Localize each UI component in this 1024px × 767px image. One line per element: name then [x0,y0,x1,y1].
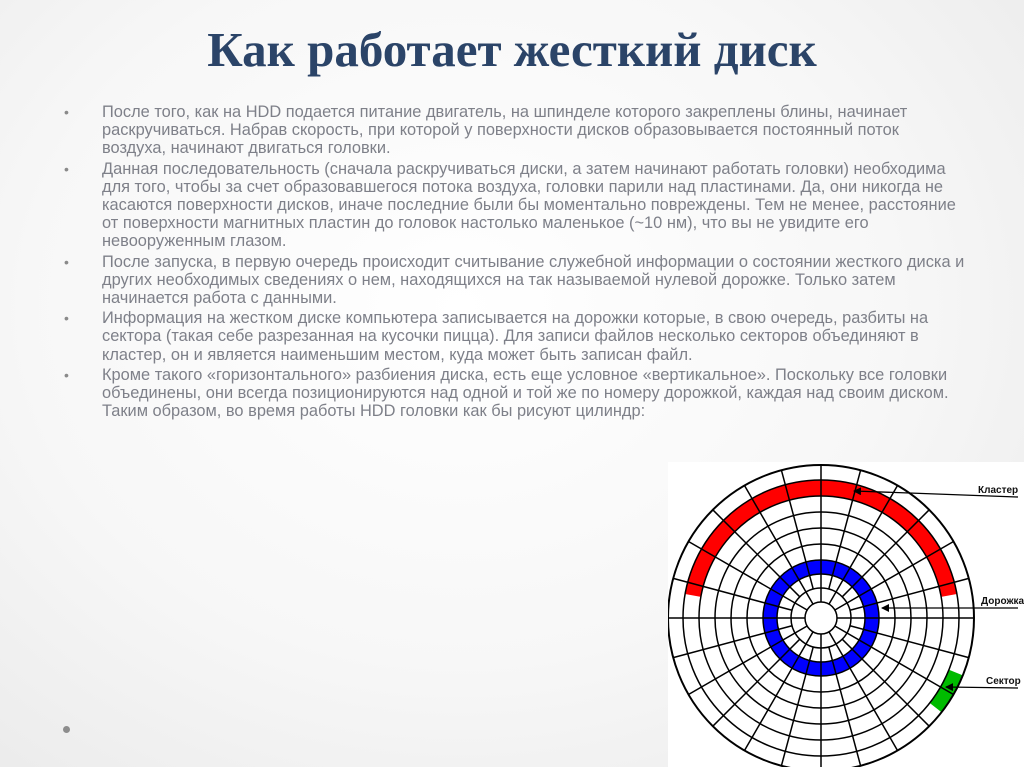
bullet-dot: • [64,366,69,383]
sector-label: Сектор [986,676,1021,687]
bullet-item [60,253,965,308]
track-label: Дорожка [981,596,1024,607]
bullet-text: Кроме такого «горизонтального» разбиения диска, есть еще условное «вертикальное». Поскольку все головки объединены, они всегда позиционируются над одной и той же по номеру дорожкой, каждая над своим диском. Таким образом, во время работы HDD головки как бы рисуют цилиндр: [102,365,949,421]
bullet-item [60,160,965,251]
bullet-text: После того, как на HDD подается питание двигатель, на шпинделе которого закреплены блины, начинает раскручиваться. Набрав скорость, при которой у поверхности дисков образовывается постоянный поток воздуха, начинают двигаться головки. [102,103,908,158]
bullet-item [60,366,965,421]
disk-structure-graphic [668,462,1024,767]
bullet-item [60,103,965,158]
disk-diagram [668,462,1024,767]
bullet-dot: • [64,310,69,327]
bullet-text: После запуска, в первую очередь происходит считывание служебной информации о состоянии жесткого диска и других необходимых сведениях о нем, находящихся на так называемой нулевой дорожке. Только затем начинается работа с данными. [102,252,965,308]
bullet-list [60,103,965,420]
bullet-text: Данная последовательность (сначала раскручиваться диски, а затем начинают работать головки) необходима для того, чтобы за счет образовавшегося потока воздуха, головки парили над пластинами. Да, они никогда не касаются поверхности дисков, иначе последние были бы моментально повреждены. Тем не менее, расстояние от поверхности магнитных пластин до головок настолько маленькое (~10 нм), что вы не увидите его невооруженным глазом. [102,159,956,251]
page-title: Как работает жесткий диск [207,22,817,77]
bullet-dot: • [64,253,69,270]
bullet-dot: • [64,104,69,120]
empty-bullet-dot [63,726,70,733]
bullet-dot: • [64,160,69,177]
cluster-label: Кластер [978,485,1019,496]
bullet-item [60,309,965,364]
bullet-text: Информация на жестком диске компьютера записывается на дорожки которые, в свою очередь, разбиты на сектора (такая себе разрезанная на кусочки пицца). Для записи файлов несколько секторов объединяют в кластер, он и является наименьшим местом, куда может быть записан файл. [102,309,929,364]
